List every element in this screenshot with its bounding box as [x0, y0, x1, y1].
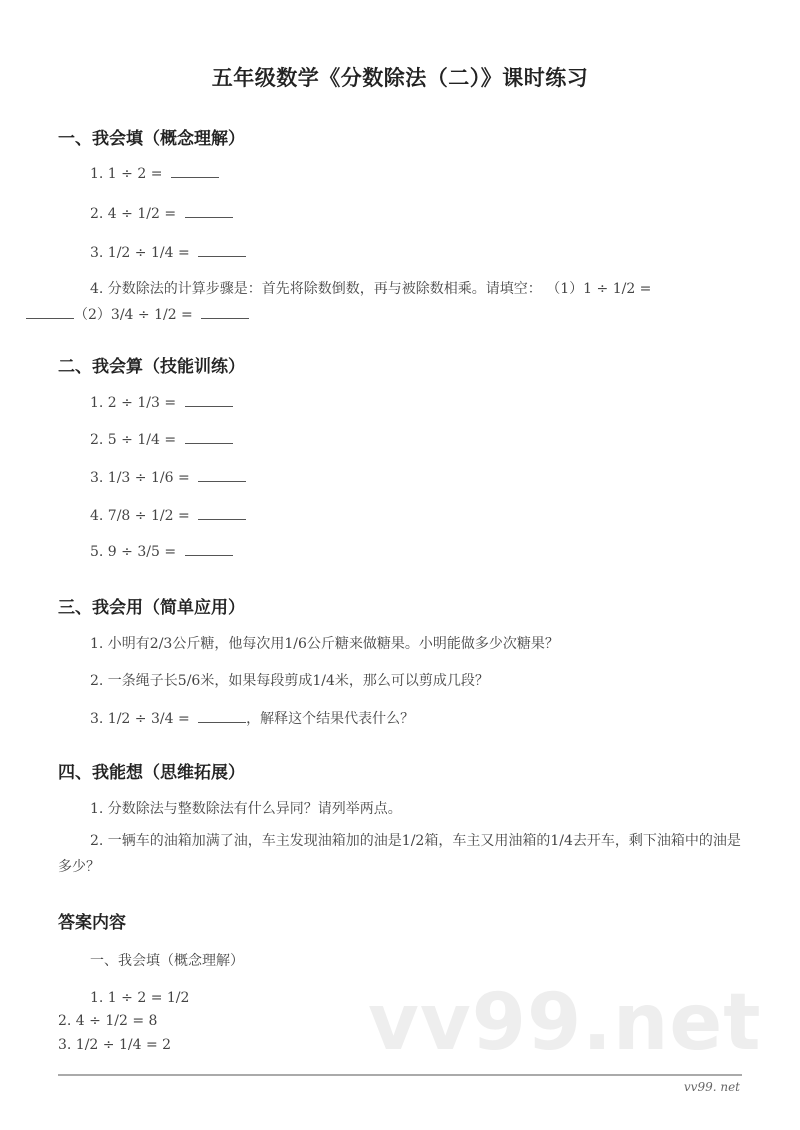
- question-2-2: [90, 431, 233, 448]
- footer-divider: [58, 1074, 742, 1076]
- answers-subheading: 一、我会填（概念理解）: [90, 953, 244, 969]
- question-text: 1. 2 ÷ 1/3 =: [90, 395, 181, 411]
- answer-blank[interactable]: [198, 710, 246, 723]
- answer-line-1: 1. 1 ÷ 2 = 1/2: [90, 990, 190, 1006]
- question-2-3: [90, 469, 246, 486]
- question-suffix: ，解释这个结果代表什么？: [246, 711, 415, 727]
- question-text: 4. 7/8 ÷ 1/2 =: [90, 508, 195, 524]
- page-title: 五年级数学《分数除法（二）》课时练习: [211, 66, 589, 90]
- answer-blank[interactable]: [198, 244, 246, 257]
- question-text: （2）3/4 ÷ 1/2 =: [74, 307, 198, 323]
- answer-blank[interactable]: [185, 431, 233, 444]
- question-text: 3. 1/3 ÷ 1/6 =: [90, 470, 195, 486]
- question-text: 1. 1 ÷ 2 =: [90, 166, 167, 182]
- answers-heading: 答案内容: [58, 913, 126, 933]
- answer-blank[interactable]: [185, 543, 233, 556]
- answer-blank[interactable]: [171, 165, 219, 178]
- answer-line-2: 2. 4 ÷ 1/2 = 8: [58, 1013, 158, 1029]
- answer-blank[interactable]: [185, 394, 233, 407]
- question-2-1: [90, 394, 233, 411]
- footer-site-label: vv99. net: [683, 1080, 740, 1094]
- question-1-1: [90, 165, 219, 182]
- answer-blank[interactable]: [185, 205, 233, 218]
- section-heading-1: 一、我会填（概念理解）: [58, 129, 245, 149]
- question-text: 3. 1/2 ÷ 3/4 =: [90, 711, 195, 727]
- question-4-1: 1. 分数除法与整数除法有什么异同？请列举两点。: [90, 801, 402, 817]
- answer-blank[interactable]: [201, 306, 249, 319]
- answer-blank[interactable]: [198, 507, 246, 520]
- section-heading-3: 三、我会用（简单应用）: [58, 598, 245, 618]
- question-text: 2. 5 ÷ 1/4 =: [90, 432, 181, 448]
- question-2-5: [90, 543, 233, 560]
- question-3-2: 2. 一条绳子长5/6米，如果每段剪成1/4米，那么可以剪成几段？: [90, 673, 489, 689]
- answer-line-3: 3. 1/2 ÷ 1/4 = 2: [58, 1037, 172, 1053]
- question-3-1: 1. 小明有2/3公斤糖，他每次用1/6公斤糖来做糖果。小明能做多少次糖果？: [90, 636, 559, 652]
- question-1-4: [58, 276, 748, 328]
- answer-blank[interactable]: [26, 306, 74, 319]
- question-text: 5. 9 ÷ 3/5 =: [90, 544, 181, 560]
- question-2-4: [90, 507, 246, 524]
- watermark: vv99.net: [368, 978, 762, 1068]
- question-1-3: [90, 244, 246, 261]
- question-text: 2. 4 ÷ 1/2 =: [90, 206, 181, 222]
- section-heading-4: 四、我能想（思维拓展）: [58, 763, 245, 783]
- question-text: 4. 分数除法的计算步骤是：首先将除数倒数，再与被除数相乘。请填空： （1）1 ÷ 1/2 =: [90, 281, 652, 297]
- question-text: 3. 1/2 ÷ 1/4 =: [90, 245, 195, 261]
- answer-blank[interactable]: [198, 469, 246, 482]
- question-4-2: 2. 一辆车的油箱加满了油，车主发现油箱加的油是1/2箱，车主又用油箱的1/4去开车，剩下油箱中的油是多少？: [58, 833, 741, 875]
- section-heading-2: 二、我会算（技能训练）: [58, 357, 245, 377]
- question-1-2: [90, 205, 233, 222]
- question-3-3: [90, 708, 414, 728]
